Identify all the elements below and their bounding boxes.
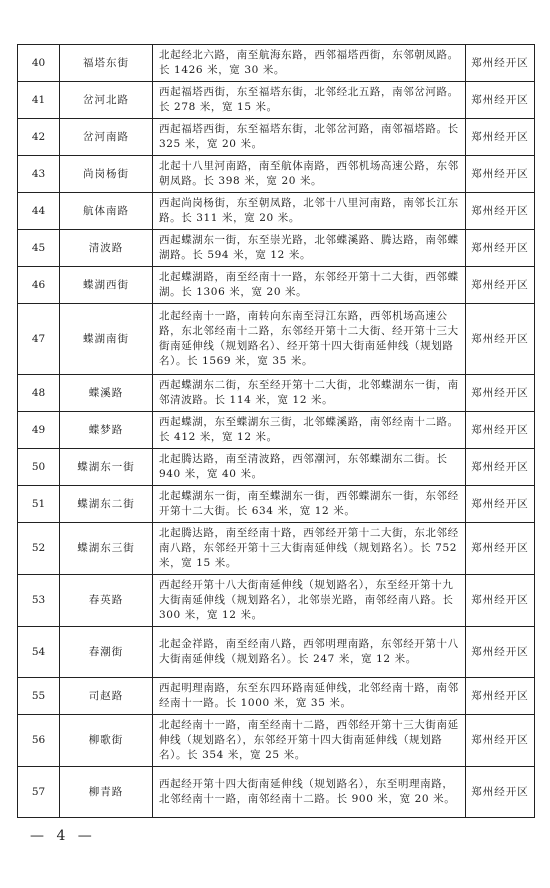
road-name-cell: 蝶湖西街 bbox=[60, 267, 153, 304]
table-row bbox=[18, 767, 535, 818]
table-row bbox=[18, 715, 535, 767]
district-cell: 郑州经开区 bbox=[466, 156, 535, 193]
road-description-cell: 西起福塔西街，东至福塔东街，北邻岔河路，南邻福塔路。长 325 米，宽 20 米。 bbox=[153, 119, 466, 156]
district-cell: 郑州经开区 bbox=[466, 523, 535, 575]
table-row bbox=[18, 82, 535, 119]
table-row bbox=[18, 627, 535, 678]
row-number-cell: 48 bbox=[18, 375, 60, 412]
road-description-cell: 西起明理南路，东至东四环路南延伸线，北邻经南十路，南邻经南十一路。长 1000 米，宽 35 米。 bbox=[153, 678, 466, 715]
table-row bbox=[18, 156, 535, 193]
table-row bbox=[18, 304, 535, 375]
road-description-cell: 北起金祥路，南至经南八路，西邻明理南路，东邻经开第十八大街南延伸线（规划路名）。长 247 米，宽 12 米。 bbox=[153, 627, 466, 678]
district-cell: 郑州经开区 bbox=[466, 715, 535, 767]
row-number-cell: 56 bbox=[18, 715, 60, 767]
road-name-cell: 尚岗杨街 bbox=[60, 156, 153, 193]
road-name-cell: 岔河南路 bbox=[60, 119, 153, 156]
road-description-cell: 北起蝶湖东一街，南至蝶湖东一街，西邻蝶湖东一街，东邻经开第十二大街。长 634 米，宽 12 米。 bbox=[153, 486, 466, 523]
table-row bbox=[18, 230, 535, 267]
district-cell: 郑州经开区 bbox=[466, 412, 535, 449]
table-row bbox=[18, 449, 535, 486]
road-description-cell: 西起蝶湖东二街，东至经开第十二大街，北邻蝶湖东一街，南邻清波路。长 114 米，宽 12 米。 bbox=[153, 375, 466, 412]
district-cell: 郑州经开区 bbox=[466, 267, 535, 304]
district-cell: 郑州经开区 bbox=[466, 119, 535, 156]
district-cell: 郑州经开区 bbox=[466, 678, 535, 715]
road-description-cell: 西起蝶湖，东至蝶湖东三街，北邻蝶溪路，南邻经南十二路。长 412 米，宽 12 米。 bbox=[153, 412, 466, 449]
row-number-cell: 42 bbox=[18, 119, 60, 156]
table-row bbox=[18, 119, 535, 156]
district-cell: 郑州经开区 bbox=[466, 45, 535, 82]
district-cell: 郑州经开区 bbox=[466, 627, 535, 678]
road-name-cell: 清波路 bbox=[60, 230, 153, 267]
road-description-cell: 西起福塔西街，东至福塔东街，北邻经北五路，南邻岔河路。长 278 米，宽 15 米。 bbox=[153, 82, 466, 119]
table-row bbox=[18, 678, 535, 715]
road-description-cell: 北起蝶湖路，南至经南十一路，东邻经开第十二大街，西邻蝶湖。长 1306 米，宽 20 米。 bbox=[153, 267, 466, 304]
road-name-cell: 蝶湖南街 bbox=[60, 304, 153, 375]
document-page bbox=[17, 44, 535, 818]
road-name-cell: 岔河北路 bbox=[60, 82, 153, 119]
road-description-cell: 北起经北六路，南至航海东路，西邻福塔西街，东邻朝凤路。长 1426 米，宽 30 米。 bbox=[153, 45, 466, 82]
road-description-cell: 西起蝶湖东一街，东至崇光路，北邻蝶溪路、腾达路，南邻蝶湖路。长 594 米，宽 12 米。 bbox=[153, 230, 466, 267]
district-cell: 郑州经开区 bbox=[466, 230, 535, 267]
road-description-cell: 西起经开第十八大街南延伸线（规划路名），东至经开第十九大街南延伸线（规划路名），北邻崇光路，南邻经南八路。长 300 米，宽 12 米。 bbox=[153, 575, 466, 627]
district-cell: 郑州经开区 bbox=[466, 486, 535, 523]
table-row bbox=[18, 375, 535, 412]
table-row bbox=[18, 486, 535, 523]
road-description-cell: 西起尚岗杨街，东至朝凤路，北邻十八里河南路，南邻长江东路。长 311 米，宽 20 米。 bbox=[153, 193, 466, 230]
row-number-cell: 45 bbox=[18, 230, 60, 267]
row-number-cell: 54 bbox=[18, 627, 60, 678]
road-name-cell: 蝶湖东二街 bbox=[60, 486, 153, 523]
row-number-cell: 53 bbox=[18, 575, 60, 627]
road-name-cell: 司赵路 bbox=[60, 678, 153, 715]
district-cell: 郑州经开区 bbox=[466, 575, 535, 627]
road-name-cell: 柳青路 bbox=[60, 767, 153, 818]
row-number-cell: 40 bbox=[18, 45, 60, 82]
road-name-cell: 蝶溪路 bbox=[60, 375, 153, 412]
road-description-cell: 北起十八里河南路，南至航体南路，西邻机场高速公路，东邻朝凤路。长 398 米，宽 20 米。 bbox=[153, 156, 466, 193]
table-row bbox=[18, 193, 535, 230]
road-name-cell: 福塔东街 bbox=[60, 45, 153, 82]
road-description-cell: 北起腾达路，南至经南十路，西邻经开第十二大街，东北邻经南八路，东邻经开第十三大街南延伸线（规划路名）。长 752 米，宽 15 米。 bbox=[153, 523, 466, 575]
road-description-cell: 北起经南十一路，南转向东南至浔江东路，西邻机场高速公路，东北邻经南十二路，东邻经开第十二大街、经开第十三大街南延伸线（规划路名）、经开第十四大街南延伸线（规划路名）。长 1569 米，宽 35 米。 bbox=[153, 304, 466, 375]
row-number-cell: 57 bbox=[18, 767, 60, 818]
road-name-cell: 蝶湖东三街 bbox=[60, 523, 153, 575]
row-number-cell: 47 bbox=[18, 304, 60, 375]
road-name-cell: 蝶梦路 bbox=[60, 412, 153, 449]
row-number-cell: 43 bbox=[18, 156, 60, 193]
district-cell: 郑州经开区 bbox=[466, 193, 535, 230]
district-cell: 郑州经开区 bbox=[466, 767, 535, 818]
table-row bbox=[18, 523, 535, 575]
table-row bbox=[18, 267, 535, 304]
road-name-cell: 柳歌街 bbox=[60, 715, 153, 767]
district-cell: 郑州经开区 bbox=[466, 304, 535, 375]
road-name-cell: 航体南路 bbox=[60, 193, 153, 230]
road-description-cell: 北起经南十一路，南至经南十二路，西邻经开第十三大街南延伸线（规划路名），东邻经开第十四大街南延伸线（规划路名）。长 354 米，宽 25 米。 bbox=[153, 715, 466, 767]
row-number-cell: 46 bbox=[18, 267, 60, 304]
road-name-cell: 蝶湖东一街 bbox=[60, 449, 153, 486]
table-body bbox=[18, 45, 535, 818]
road-name-cell: 春潮街 bbox=[60, 627, 153, 678]
row-number-cell: 51 bbox=[18, 486, 60, 523]
row-number-cell: 52 bbox=[18, 523, 60, 575]
district-cell: 郑州经开区 bbox=[466, 449, 535, 486]
row-number-cell: 44 bbox=[18, 193, 60, 230]
road-description-cell: 西起经开第十四大街南延伸线（规划路名），东至明理南路，北邻经南十一路，南邻经南十二路。长 900 米，宽 20 米。 bbox=[153, 767, 466, 818]
table-row bbox=[18, 45, 535, 82]
district-cell: 郑州经开区 bbox=[466, 375, 535, 412]
row-number-cell: 41 bbox=[18, 82, 60, 119]
road-naming-table bbox=[17, 44, 535, 818]
road-description-cell: 北起腾达路，南至清波路，西邻潮河，东邻蝶湖东二街。长 940 米，宽 40 米。 bbox=[153, 449, 466, 486]
road-name-cell: 春英路 bbox=[60, 575, 153, 627]
table-row bbox=[18, 575, 535, 627]
page-number: — 4 — bbox=[30, 828, 96, 844]
row-number-cell: 55 bbox=[18, 678, 60, 715]
row-number-cell: 49 bbox=[18, 412, 60, 449]
district-cell: 郑州经开区 bbox=[466, 82, 535, 119]
row-number-cell: 50 bbox=[18, 449, 60, 486]
table-row bbox=[18, 412, 535, 449]
